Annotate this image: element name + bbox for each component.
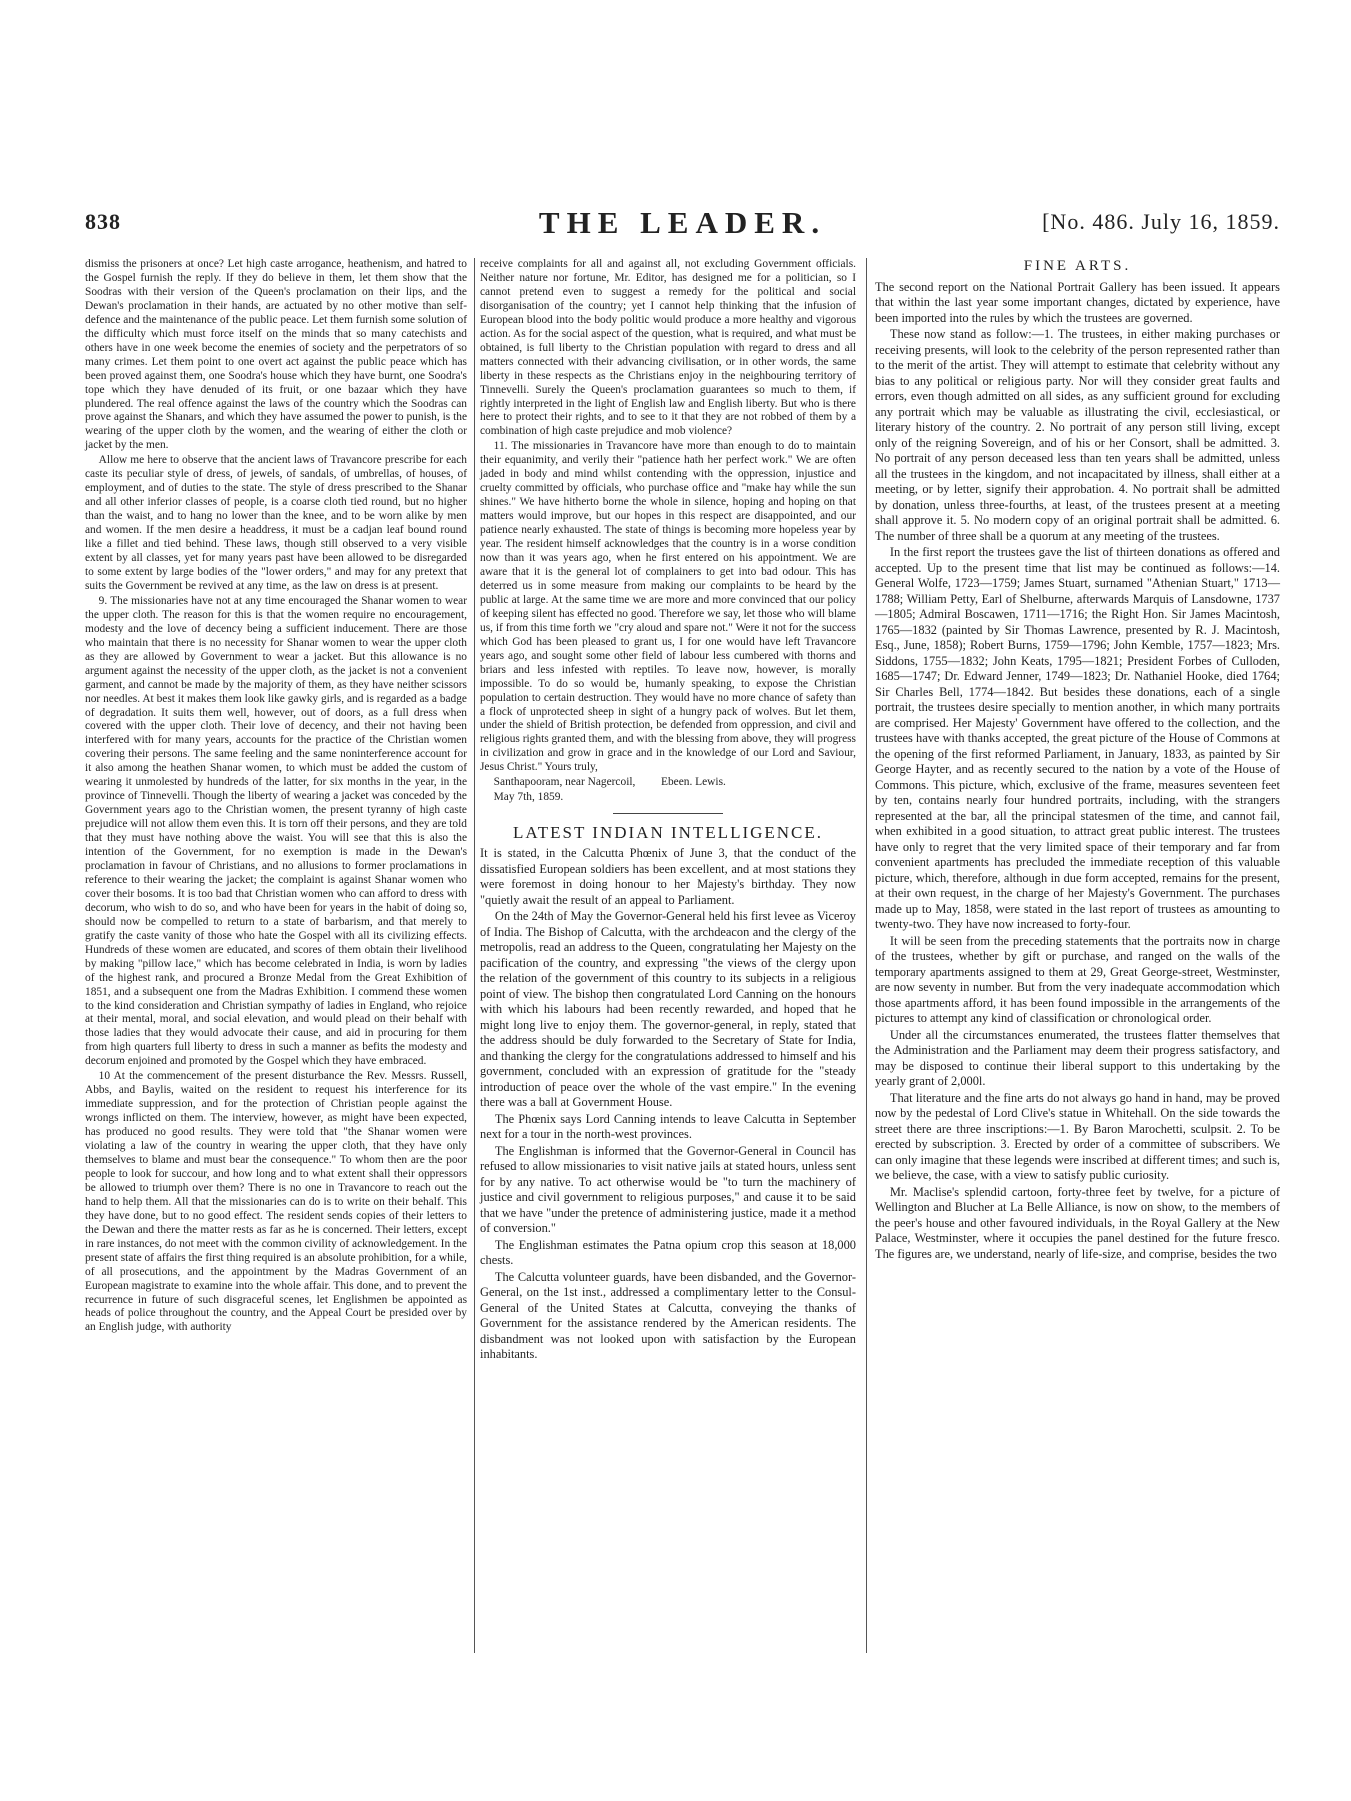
paragraph: Mr. Maclise's splendid cartoon, forty-three feet by twelve, for a picture of Wellington and Blucher at La Belle Alliance, is now on show, to the members of the peer's house and other favoured individuals, in the Royal Gallery at the New Palace, Westminster, where it occupies the panel destined for the future fresco. The figures are, we understand, nearly of life-size, and comprise, besides the two <box>875 1184 1280 1261</box>
news-paragraph: The Englishman estimates the Patna opium crop this season at 18,000 chests. <box>480 1237 856 1268</box>
news-paragraph: It is stated, in the Calcutta Phœnix of June 3, that the conduct of the dissatisfied European soldiers has been excellent, and at most stations they were foremost in doing honour to her Majesty's birthday. They now "quietly await the result of an appeal to Parliament. <box>480 846 856 907</box>
newspaper-title: THE LEADER. <box>538 205 827 240</box>
section-divider <box>613 813 723 814</box>
signature-place: Santhapooram, near Nagercoil, Ebeen. Lewis. <box>493 776 726 789</box>
paragraph: 10 At the commencement of the present disturbance the Rev. Messrs. Russell, Abbs, and Baylis, waited on the resident to request his interference for its immediate suppression, and for the protection of Christian people against the wrongs inflicted on them. The interview, however, as might have been expected, has produced no good results. They were told that "the Shanar women were violating a law of the country in wearing the upper cloth, that they have only themselves to blame and must bear the consequence." To whom then are the poor people to look for succour, and how long and to what extent shall their oppressors be allowed to triumph over them? There is no one in Travancore to reach out the hand to help them. All that the missionaries can do is to write on their behalf. This they have done, but to no good effect. The resident sends copies of their letters to the Dewan and there the matter rests as far as he is concerned. Their letters, except in rare instances, do not meet with the common civility of acknowledgement. In the present state of affairs the first thing required is an absolute prohibition, for a while, of all prosecutions, and the appointment by the Madras Government of an European magistrate to examine into the whole affair. This done, and to prevent the recurrence in future of such disgraceful scenes, let Englishmen be appointed as heads of police throughout the country, and the Appeal Court be presided over by an English judge, with authority <box>85 1070 467 1334</box>
section-title-fine-arts: FINE ARTS. <box>1023 258 1132 274</box>
column-1 <box>85 258 467 1336</box>
paragraph: Allow me here to observe that the ancient laws of Travancore prescribe for each caste its peculiar style of dress, of jewels, of sandals, of umbrellas, of houses, of employment, and of duties to the state. The style of dress prescribed to the Shanar and all other inferior classes of people, is a coarse cloth tied round, but no higher than the waist, and to hang no lower than the knee, and to be worn alike by men and women. If the men desire a headdress, it must be a cadjan leaf bound round like a fillet and tied behind. These laws, though still observed to a very visible extent by all classes, yet for many years past have been allowed to be disregarded to some extent by large bodies of the "lower orders," and may for any pretext that suits the Government be revived at any time, as the law on dress is at present. <box>85 454 467 592</box>
signature-name: Ebeen. Lewis. <box>661 776 726 789</box>
signature-date: May 7th, 1859. <box>493 791 564 804</box>
paragraph: These now stand as follow:—1. The trustees, in either making purchases or receiving presents, will look to the celebrity of the person represented rather than to the merit of the artist. They will attempt to estimate that celebrity without any bias to any political or religious party. Nor will they consider great faults and errors, even though admitted on all sides, as any sufficient ground for excluding any portrait which may be valuable as illustrating the civil, ecclesiastical, or literary history of the country. 2. No portrait of any person still living, except only of the reigning Sovereign, and of his or her Consort, shall be admitted. 3. No portrait of any person deceased less than ten years shall be admitted, unless all the trustees in the kingdom, and not incapacitated by illness, shall either at a meeting, or by letter, signify their approbation. 4. No portrait shall be admitted by donation, unless three-fourths, at least, of the trustees present at a meeting shall approve it. 5. No modern copy of an original portrait shall be admitted. 6. The number of three shall be a quorum at any meeting of the trustees. <box>875 327 1280 543</box>
paragraph: The second report on the National Portrait Gallery has been issued. It appears that within the last year some important changes, dictated by experience, have been imported into the rules by which the trustees are governed. <box>875 279 1280 325</box>
column-rule <box>474 258 475 1653</box>
paragraph: dismiss the prisoners at once? Let high caste arrogance, heathenism, and hatred to the Gospel furnish the reply. If they do believe in them, let them show that the Soodras with their version of the Queen's proclamation on their lips, and the Dewan's proclamation in their hands, are actuated by no other motive than self-defence and the maintenance of the public peace. Let them furnish some solution of the difficulty which must force itself on the minds that so many catechists and others have in one week become the enemies of society and the perpetrators of so many crimes. Let them point to one overt act against the public peace which has been proved against them, one Soodra's house which they have burnt, one Soodra's tope which they have denuded of its fruit, or one bazaar which they have plundered. The real offence against the laws of the country which the Soodras can prove against the Shanars, and which they have assumed the power to punish, is the wearing of the upper cloth by the women, and the wearing of either the cloth or jacket by the men. <box>85 258 467 452</box>
column-rule <box>866 258 867 1653</box>
paragraph: 9. The missionaries have not at any time encouraged the Shanar women to wear the upper cloth. The reason for this is that the women require no encouragement, modesty and the love of decency being a sufficient inducement. There are those who maintain that there is no necessity for Shanar women to wear the upper cloth as they are allowed by Government to wear a jacket. But this allowance is no argument against the necessity of the upper cloth, as the jacket is not a convenient garment, and cannot be made by the majority of them, as they have neither scissors nor needles. At best it makes them look like gawky girls, and is regarded as a badge of degradation. It suits them well, however, out of doors, as a full dress when covered with the upper cloth. Their love of decency, and their not having been interfered with for many years, accounts for the practice of the Christian women covering their persons. The same feeling and the same noninterference account for it also among the heathen Shanar women, to which must be added the custom of wearing it unmolested by hundreds of the latter, for six months in the year, in the province of Tinnevelli. Though the liberty of wearing a jacket was conceded by the Government years ago to the Christian women, the present tyranny of high caste prejudice will not allow them even this. It is torn off their persons, and they are told that they must have nothing above the waist. You will see that this is also the intention of the Government, for no exemption is made in the Dewan's proclamation in favour of Christians, and no allusions to former proclamations in reference to their wearing the jacket; the complaint is against Shanar women who cover their bosoms. It is too bad that Christian women who can afford to dress with decorum, who wish to do so, and who have been for years in the habit of doing so, should now be compelled to return to a state of barbarism, and that merely to gratify the caste vanity of those who hate the Gospel with all its civilizing effects. Hundreds of these women are educated, and scores of them obtain their livelihood by making "pillow lace," which has become celebrated in India, is worn by ladies of the highest rank, and procured a Bronze Medal from the Great Exhibition of 1851, and a subsequent one from the Madras Exhibition. I commend these women to the kind consideration and Christian sympathy of ladies in England, who rejoice at their mental, moral, and social elevation, and would plead on their behalf with those ladies that they would advocate their cause, and aid in procuring for them from high quarters full liberty to dress in such a manner as befits the modesty and decorum enjoined and promoted by the Gospel which they have embraced. <box>85 594 467 1068</box>
news-paragraph: On the 24th of May the Governor-General held his first levee as Viceroy of India. The Bishop of Calcutta, with the archdeacon and the clergy of the metropolis, read an address to the Queen, congratulating her Majesty on the pacification of the country, and expressing "the views of the clergy upon the relation of the government of this country to its subjects in a religious point of view. The bishop then congratulated Lord Canning on the honours with which his labours had been recently rewarded, and hoped that he might long live to enjoy them. The governor-general, in reply, stated that the address should be duly forwarded to the Secretary of State for India, and thanking the clergy for the congratulations addressed to himself and his government, concluded with an expression of gratitude for the "steady introduction of peace over the whole of the vast empire." In the evening there was a ball at Government House. <box>480 909 856 1110</box>
section-title-indian: LATEST INDIAN INTELLIGENCE. <box>512 823 824 843</box>
column-3 <box>875 258 1280 1263</box>
paragraph: It will be seen from the preceding statements that the portraits now in charge of the trustees, whether by gift or purchase, and ranged on the walls of the temporary apartments assigned to them at 29, Great George-street, Westminster, are now seventy in number. But from the very inadequate accommodation which those apartments afford, it has been found impossible in the arrangements of the pictures to attempt any kind of classification or chronological order. <box>875 933 1280 1026</box>
paragraph: 11. The missionaries in Travancore have more than enough to do to maintain their equanimity, and verily their "patience hath her perfect work." We are often jaded in body and mind whilst contending with the oppression, injustice and cruelty committed by officials, who purchase office and "make hay while the sun shines." We have hitherto borne the whole in silence, hoping and hoping on that matters would improve, but our hopes in this respect are disappointed, and our patience nearly exhausted. The state of things is becoming more hopeless year by year. The resident himself acknowledges that the country is in a worse condition now than it was years ago, when he first entered on his appointment. We are aware that it is the general lot of complainers to get into bad odour. This has deterred us in some measure from making our complaints to be heard by the public at large. At the same time we are more and more convinced that our policy of keeping silent has effected no good. Therefore we say, let those who will blame us, if from this time forth we "cry aloud and spare not." Were it not for the success which God has been pleased to grant us, I for one would have left Travancore years ago, and sought some other field of labour less cumbered with thorns and briars and less infested with reptiles. To leave now, however, is morally impossible. To do so would be, humanly speaking, to expose the Christian population to certain destruction. They would have no more chance of safety than a flock of unprotected sheep in sight of a hungry pack of wolves. But let them, under the shield of British protection, be defended from oppression, and civil and religious rights granted them, and with the blessing from above, they will progress in civilization and grow in grace and in the knowledge of our Lord and Saviour, Jesus Christ." Yours truly, <box>480 440 856 774</box>
paragraph: In the first report the trustees gave the list of thirteen donations as offered and accepted. Up to the present time that list may be continued as follows:—14. General Wolfe, 1723—1759; James Stuart, surnamed "Athenian Stuart," 1713—1788; William Petty, Earl of Shelburne, afterwards Marquis of Lansdowne, 1737—1805; Admiral Boscawen, 1711—1716; the Right Hon. Sir James Macintosh, 1765—1832 (painted by Sir Thomas Lawrence, presented by R. J. Macintosh, Esq., June, 1858); Robert Burns, 1759—1796; John Kemble, 1757—1823; Mrs. Siddons, 1755—1832; John Keats, 1795—1821; President Forbes of Culloden, 1685—1747; Dr. Edward Jenner, 1749—1823; Dr. Nathaniel Hooke, died 1764; Sir Charles Bell, 1774—1842. But besides these donations, each of a single portrait, the trustees desire specially to mention another, in which many portraits are comprised. Her Majesty' Government have offered to the collection, and the trustees have with thanks accepted, the great picture of the House of Commons at the opening of the first reformed Parliament, in January, 1833, as painted by Sir George Hayter, and as recently secured to the nation by a vote of the House of Commons. This picture, which, exclusive of the frame, measures seventeen feet by ten, contains nearly four hundred portraits, including, with the strangers represented at the bar, all the principal statesmen of the time, and cannot fail, when exhibited in a good situation, to attract great public interest. The trustees have only to regret that the very limited space of their temporary and far from convenient apartments has precluded the immediate reception of this valuable picture, which, therefore, although in due form accepted, remains for the present, at their own request, in the charge of her Majesty's Government. The purchases made up to May, 1858, were stated in the last report of trustees as amounting to twenty-two. They have now increased to forty-four. <box>875 545 1280 932</box>
news-paragraph: The Englishman is informed that the Governor-General in Council has refused to allow missionaries to visit native jails at stated hours, unless sent for by any native. To act otherwise would be "to turn the machinery of justice and civil government to religious purposes," and cause it to be said that we have "under the pretence of administering justice, made it a method of conversion." <box>480 1143 856 1236</box>
news-paragraph: The Calcutta volunteer guards, have been disbanded, and the Governor-General, on the 1st inst., addressed a complimentary letter to the Consul-General of the United States at Calcutta, conveying the thanks of Government for the assistance rendered by the American residents. The disbandment was not looked upon with satisfaction by the European inhabitants. <box>480 1269 856 1362</box>
column-2 <box>480 258 856 1364</box>
paragraph: Under all the circumstances enumerated, the trustees flatter themselves that the Administration and the Parliament may deem their progress satisfactory, and may be disposed to continue their liberal support to this undertaking by the yearly grant of 2,000l. <box>875 1027 1280 1089</box>
news-paragraph: The Phœnix says Lord Canning intends to leave Calcutta in September next for a tour in the north-west provinces. <box>480 1111 856 1142</box>
paragraph: That literature and the fine arts do not always go hand in hand, may be proved now by the pedestal of Lord Clive's statue in Whitehall. On the side towards the street there are three inscriptions:—1. By Baron Marochetti, sculpsit. 2. To be erected by subscription. 3. Erected by order of a committee of subscribers. We can only imagine that these legends were inscribed at different times; and such is, we believe, the case, with a view to satisfy public curiosity. <box>875 1090 1280 1183</box>
paragraph: receive complaints for all and against all, not excluding Government officials. Neither nature nor fortune, Mr. Editor, has designed me for a politician, so I cannot pretend even to suggest a remedy for the political and social disorganisation of the country; yet I cannot help thinking that the infusion of European blood into the body politic would produce a more healthy and vigorous action. As for the social aspect of the question, what is required, and what must be obtained, is full liberty to the Christian population with regard to dress and all matters connected with their advancing civilisation, or in other words, the same liberty in these respects as the Christians enjoy in the neighbouring territory of Tinnevelli. Surely the Queen's proclamation guarantees so much to them, if rightly interpreted in the light of English law and English liberty. But who is there here to protect their rights, and to see to it that they are not robbed of them by a combination of high caste prejudice and mob violence? <box>480 258 856 438</box>
page-number: 838 <box>85 209 121 234</box>
issue-date: [No. 486. July 16, 1859. <box>1042 209 1280 234</box>
masthead <box>85 205 1280 241</box>
